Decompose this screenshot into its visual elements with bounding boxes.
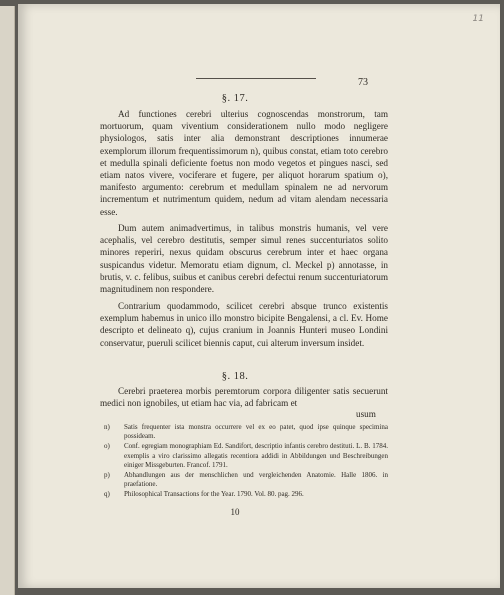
footnote-text: Abhandlungen aus der menschlichen und vergleichenden Anatomie. Halle 1806. in praefatione. xyxy=(124,471,388,489)
footnote xyxy=(104,442,388,470)
page-number: 73 xyxy=(358,77,368,88)
footnote-key: n) xyxy=(104,423,110,431)
footnotes xyxy=(104,423,388,501)
paragraph: Cerebri praeterea morbis peremtorum corpora diligenter satis secuerunt medici non ignobiles, ut etiam hac via, ad fabricam et xyxy=(100,386,388,409)
paragraph: Dum autem animadvertimus, in talibus monstris humanis, vel vere acephalis, vel cerebro destitutis, semper simul renes succenturiatos solito minores reperiri, nexus quidam obscurus cerebrum inter et haec organa suspicandus videtur. Memoratu etiam dignum, cl. Meckel p) annotasse, in brutis, v. c. felibus, suibus et canibus cerebri defectui renum succenturiatorum magnitudinem non respondere. xyxy=(100,223,388,295)
catchword: usum xyxy=(356,409,376,419)
book-page xyxy=(18,4,500,588)
paragraph: Ad functiones cerebri ulterius cognoscendas monstrorum, tam mortuorum, quam viventium considerationem nullo modo negligere physiologos, satis inter alia demonstrant descriptiones innumerae exemplorum illorum frequentissimorum n), quibus constat, etiam toto cerebro et medulla spinali deficiente foetus non modo vegetos et pingues nasci, sed etiam natos vivere, vociferare et fugere, per aliquot horarum spatium o), manifesto argumento: cerebrum et medullam spinalem ne ad nervorum incrementum et nutrimentum quidem, nedum ad vitam alendam necessaria esse. xyxy=(100,109,388,217)
footnote-text: Philosophical Transactions for the Year. 1790. Vol. 80. pag. 296. xyxy=(124,490,304,499)
section-heading-18: §. 18. xyxy=(221,371,249,382)
footnote xyxy=(104,490,388,499)
footnote-text: Conf. egregiam monographiam Ed. Sandifort, descriptio infantis cerebro destituti. L. B. 1784. exemplis a viro clarissimo allegatis recentiora addidi in Abbildungen und Beschreibungen einiger Missgeburten. Francof. 1791. xyxy=(124,442,388,469)
pencil-page-mark: 11 xyxy=(472,14,484,24)
signature-mark: 10 xyxy=(230,507,240,517)
paragraph: Contrarium quodammodo, scilicet cerebri absque trunco existentis exemplum habemus in unico illo monstro bicipite Bengalensi, a cl. Ev. Home descripto et delineato q), cujus cranium in Joannis Hunteri museo Londini conservatur, pueruli scilicet biennis caput, cui alterum inversum insidet. xyxy=(100,301,388,348)
footnote-key: o) xyxy=(104,442,110,451)
footnote-text: Satis frequenter ista monstra occurrere vel ex eo patet, quod ipse quinque specimina possideam. xyxy=(124,423,388,441)
header-rule xyxy=(196,78,316,79)
footnote-key: q) xyxy=(104,490,110,499)
footnote xyxy=(104,471,388,489)
footnote-key: p) xyxy=(104,471,110,480)
footnote xyxy=(104,423,388,441)
section-heading-17: §. 17. xyxy=(221,93,249,104)
